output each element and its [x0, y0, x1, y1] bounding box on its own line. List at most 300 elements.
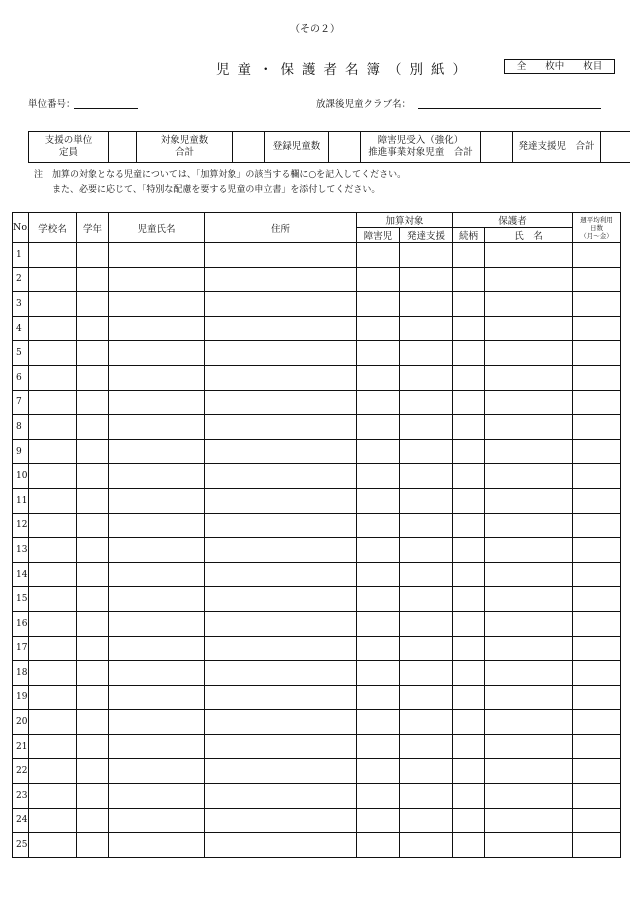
cell-grade[interactable]: [77, 243, 109, 268]
cell-dev-support[interactable]: [400, 390, 453, 415]
cell-school[interactable]: [29, 784, 77, 809]
cell-address[interactable]: [205, 513, 357, 538]
cell-dev-support[interactable]: [400, 562, 453, 587]
table-row: [13, 734, 621, 759]
cell-address[interactable]: [205, 488, 357, 513]
cell-dev-support[interactable]: [400, 636, 453, 661]
col-guardian-name: 氏 名: [485, 228, 573, 243]
cell-child-name[interactable]: [109, 611, 205, 636]
cell-grade[interactable]: [77, 562, 109, 587]
cell-guardian-name[interactable]: [485, 611, 573, 636]
cell-relation[interactable]: [453, 784, 485, 809]
row-number: 24: [13, 808, 29, 833]
table-row: [13, 710, 621, 735]
cell-address[interactable]: [205, 538, 357, 563]
cell-grade[interactable]: [77, 513, 109, 538]
table-row: [13, 267, 621, 292]
cell-child-name[interactable]: [109, 808, 205, 833]
cell-address[interactable]: [205, 710, 357, 735]
cell-dev-support[interactable]: [400, 316, 453, 341]
cell-guardian-name[interactable]: [485, 587, 573, 612]
cell-address[interactable]: [205, 439, 357, 464]
cell-school[interactable]: [29, 488, 77, 513]
cell-guardian-name[interactable]: [485, 439, 573, 464]
unit-number-label: 単位番号：: [28, 99, 76, 110]
cell-grade[interactable]: [77, 587, 109, 612]
cell-guardian-name[interactable]: [485, 390, 573, 415]
cell-relation[interactable]: [453, 538, 485, 563]
registered-label: 登録児童数: [265, 132, 329, 163]
cell-grade[interactable]: [77, 734, 109, 759]
cell-guardian-name[interactable]: [485, 784, 573, 809]
table-row: [13, 415, 621, 440]
support-unit-label: 支援の単位 定員: [29, 132, 109, 163]
cell-guardian-name[interactable]: [485, 562, 573, 587]
cell-dev-support[interactable]: [400, 784, 453, 809]
cell-school[interactable]: [29, 685, 77, 710]
cell-dev-support[interactable]: [400, 685, 453, 710]
cell-guardian-name[interactable]: [485, 365, 573, 390]
cell-disabled[interactable]: [357, 439, 400, 464]
cell-child-name[interactable]: [109, 784, 205, 809]
cell-guardian-name[interactable]: [485, 488, 573, 513]
cell-guardian-name[interactable]: [485, 513, 573, 538]
table-row: [13, 636, 621, 661]
cell-grade[interactable]: [77, 833, 109, 858]
cell-dev-support[interactable]: [400, 243, 453, 268]
cell-school[interactable]: [29, 538, 77, 563]
col-relation: 続柄: [453, 228, 485, 243]
developmental-value[interactable]: [601, 132, 630, 163]
cell-school[interactable]: [29, 636, 77, 661]
cell-grade[interactable]: [77, 685, 109, 710]
cell-relation[interactable]: [453, 267, 485, 292]
cell-relation[interactable]: [453, 341, 485, 366]
cell-weekly-days[interactable]: [573, 267, 621, 292]
row-number: 20: [13, 710, 29, 735]
summary-table: [28, 131, 630, 163]
cell-dev-support[interactable]: [400, 587, 453, 612]
cell-relation[interactable]: [453, 833, 485, 858]
cell-school[interactable]: [29, 292, 77, 317]
cell-disabled[interactable]: [357, 636, 400, 661]
cell-grade[interactable]: [77, 488, 109, 513]
cell-dev-support[interactable]: [400, 808, 453, 833]
col-disabled: 障害児: [357, 228, 400, 243]
cell-weekly-days[interactable]: [573, 611, 621, 636]
row-number: 11: [13, 488, 29, 513]
cell-weekly-days[interactable]: [573, 341, 621, 366]
cell-child-name[interactable]: [109, 341, 205, 366]
row-number: 10: [13, 464, 29, 489]
cell-relation[interactable]: [453, 316, 485, 341]
table-row: [13, 611, 621, 636]
table-row: [13, 808, 621, 833]
col-addition-target: 加算対象: [357, 213, 453, 228]
cell-relation[interactable]: [453, 415, 485, 440]
cell-child-name[interactable]: [109, 439, 205, 464]
unit-number-field[interactable]: [74, 108, 138, 109]
club-name-field[interactable]: [418, 108, 601, 109]
cell-address[interactable]: [205, 562, 357, 587]
cell-disabled[interactable]: [357, 415, 400, 440]
cell-relation[interactable]: [453, 243, 485, 268]
cell-grade[interactable]: [77, 759, 109, 784]
cell-school[interactable]: [29, 390, 77, 415]
target-total-value[interactable]: [233, 132, 265, 163]
cell-child-name[interactable]: [109, 267, 205, 292]
cell-school[interactable]: [29, 243, 77, 268]
row-number: 15: [13, 587, 29, 612]
cell-disabled[interactable]: [357, 710, 400, 735]
cell-child-name[interactable]: [109, 513, 205, 538]
cell-school[interactable]: [29, 661, 77, 686]
cell-child-name[interactable]: [109, 833, 205, 858]
cell-relation[interactable]: [453, 390, 485, 415]
cell-address[interactable]: [205, 390, 357, 415]
cell-dev-support[interactable]: [400, 833, 453, 858]
cell-relation[interactable]: [453, 661, 485, 686]
row-number: 9: [13, 439, 29, 464]
cell-disabled[interactable]: [357, 488, 400, 513]
cell-guardian-name[interactable]: [485, 341, 573, 366]
target-total-label: 対象児童数 合計: [137, 132, 233, 163]
table-row: [13, 685, 621, 710]
cell-address[interactable]: [205, 808, 357, 833]
cell-dev-support[interactable]: [400, 538, 453, 563]
row-number: 8: [13, 415, 29, 440]
cell-dev-support[interactable]: [400, 365, 453, 390]
cell-guardian-name[interactable]: [485, 243, 573, 268]
row-number: 1: [13, 243, 29, 268]
cell-child-name[interactable]: [109, 759, 205, 784]
cell-dev-support[interactable]: [400, 734, 453, 759]
cell-dev-support[interactable]: [400, 661, 453, 686]
cell-relation[interactable]: [453, 562, 485, 587]
cell-school[interactable]: [29, 439, 77, 464]
row-number: 13: [13, 538, 29, 563]
cell-disabled[interactable]: [357, 464, 400, 489]
cell-address[interactable]: [205, 636, 357, 661]
row-number: 19: [13, 685, 29, 710]
row-number: 12: [13, 513, 29, 538]
cell-disabled[interactable]: [357, 243, 400, 268]
cell-school[interactable]: [29, 341, 77, 366]
cell-school[interactable]: [29, 365, 77, 390]
cell-relation[interactable]: [453, 611, 485, 636]
cell-weekly-days[interactable]: [573, 833, 621, 858]
developmental-label: 発達支援児 合計: [513, 132, 601, 163]
cell-grade[interactable]: [77, 439, 109, 464]
cell-weekly-days[interactable]: [573, 759, 621, 784]
cell-weekly-days[interactable]: [573, 292, 621, 317]
row-number: 4: [13, 316, 29, 341]
cell-disabled[interactable]: [357, 538, 400, 563]
table-row: [13, 661, 621, 686]
cell-guardian-name[interactable]: [485, 833, 573, 858]
cell-relation[interactable]: [453, 710, 485, 735]
table-row: [13, 587, 621, 612]
cell-school[interactable]: [29, 710, 77, 735]
cell-grade[interactable]: [77, 365, 109, 390]
cell-weekly-days[interactable]: [573, 562, 621, 587]
cell-grade[interactable]: [77, 611, 109, 636]
cell-dev-support[interactable]: [400, 415, 453, 440]
cell-grade[interactable]: [77, 661, 109, 686]
col-guardian: 保護者: [453, 213, 573, 228]
cell-grade[interactable]: [77, 464, 109, 489]
cell-weekly-days[interactable]: [573, 784, 621, 809]
cell-address[interactable]: [205, 316, 357, 341]
row-number: 23: [13, 784, 29, 809]
cell-guardian-name[interactable]: [485, 636, 573, 661]
cell-address[interactable]: [205, 464, 357, 489]
cell-relation[interactable]: [453, 488, 485, 513]
table-row: [13, 833, 621, 858]
row-number: 25: [13, 833, 29, 858]
cell-address[interactable]: [205, 365, 357, 390]
col-grade: 学年: [77, 213, 109, 243]
cell-grade[interactable]: [77, 808, 109, 833]
cell-grade[interactable]: [77, 316, 109, 341]
table-row: [13, 464, 621, 489]
cell-relation[interactable]: [453, 292, 485, 317]
cell-relation[interactable]: [453, 513, 485, 538]
cell-child-name[interactable]: [109, 292, 205, 317]
cell-weekly-days[interactable]: [573, 390, 621, 415]
cell-dev-support[interactable]: [400, 759, 453, 784]
cell-grade[interactable]: [77, 636, 109, 661]
cell-address[interactable]: [205, 685, 357, 710]
cell-school[interactable]: [29, 833, 77, 858]
cell-child-name[interactable]: [109, 661, 205, 686]
cell-guardian-name[interactable]: [485, 661, 573, 686]
cell-disabled[interactable]: [357, 685, 400, 710]
cell-child-name[interactable]: [109, 488, 205, 513]
cell-disabled[interactable]: [357, 661, 400, 686]
cell-disabled[interactable]: [357, 734, 400, 759]
cell-address[interactable]: [205, 784, 357, 809]
cell-disabled[interactable]: [357, 316, 400, 341]
cell-guardian-name[interactable]: [485, 759, 573, 784]
table-row: [13, 488, 621, 513]
row-number: 2: [13, 267, 29, 292]
cell-weekly-days[interactable]: [573, 587, 621, 612]
cell-address[interactable]: [205, 734, 357, 759]
cell-weekly-days[interactable]: [573, 243, 621, 268]
row-number: 3: [13, 292, 29, 317]
roster-table: [12, 212, 621, 858]
cell-child-name[interactable]: [109, 562, 205, 587]
cell-relation[interactable]: [453, 587, 485, 612]
cell-school[interactable]: [29, 562, 77, 587]
cell-school[interactable]: [29, 267, 77, 292]
cell-grade[interactable]: [77, 784, 109, 809]
cell-weekly-days[interactable]: [573, 685, 621, 710]
cell-guardian-name[interactable]: [485, 316, 573, 341]
cell-relation[interactable]: [453, 759, 485, 784]
cell-guardian-name[interactable]: [485, 267, 573, 292]
cell-weekly-days[interactable]: [573, 464, 621, 489]
cell-address[interactable]: [205, 661, 357, 686]
cell-weekly-days[interactable]: [573, 365, 621, 390]
row-number: 22: [13, 759, 29, 784]
cell-weekly-days[interactable]: [573, 316, 621, 341]
note-line-1: 注 加算の対象となる児童については、「加算対象」の該当する欄に○を記入してください。: [34, 170, 407, 180]
cell-school[interactable]: [29, 464, 77, 489]
table-row: [13, 316, 621, 341]
cell-address[interactable]: [205, 759, 357, 784]
cell-disabled[interactable]: [357, 390, 400, 415]
row-number: 17: [13, 636, 29, 661]
support-unit-value[interactable]: [109, 132, 137, 163]
cell-relation[interactable]: [453, 685, 485, 710]
cell-weekly-days[interactable]: [573, 636, 621, 661]
cell-disabled[interactable]: [357, 611, 400, 636]
cell-weekly-days[interactable]: [573, 661, 621, 686]
table-row: [13, 513, 621, 538]
cell-child-name[interactable]: [109, 243, 205, 268]
cell-child-name[interactable]: [109, 365, 205, 390]
cell-guardian-name[interactable]: [485, 464, 573, 489]
cell-address[interactable]: [205, 341, 357, 366]
cell-guardian-name[interactable]: [485, 710, 573, 735]
cell-relation[interactable]: [453, 464, 485, 489]
cell-disabled[interactable]: [357, 365, 400, 390]
cell-child-name[interactable]: [109, 685, 205, 710]
cell-grade[interactable]: [77, 390, 109, 415]
cell-school[interactable]: [29, 415, 77, 440]
row-number: 18: [13, 661, 29, 686]
cell-address[interactable]: [205, 292, 357, 317]
cell-guardian-name[interactable]: [485, 734, 573, 759]
cell-dev-support[interactable]: [400, 464, 453, 489]
cell-child-name[interactable]: [109, 464, 205, 489]
col-school: 学校名: [29, 213, 77, 243]
row-number: 5: [13, 341, 29, 366]
col-address: 住所: [205, 213, 357, 243]
cell-dev-support[interactable]: [400, 513, 453, 538]
cell-address[interactable]: [205, 415, 357, 440]
table-row: [13, 784, 621, 809]
col-child-name: 児童氏名: [109, 213, 205, 243]
cell-grade[interactable]: [77, 267, 109, 292]
cell-relation[interactable]: [453, 365, 485, 390]
cell-disabled[interactable]: [357, 341, 400, 366]
cell-relation[interactable]: [453, 808, 485, 833]
cell-address[interactable]: [205, 243, 357, 268]
cell-dev-support[interactable]: [400, 267, 453, 292]
cell-child-name[interactable]: [109, 710, 205, 735]
cell-grade[interactable]: [77, 292, 109, 317]
col-weekly-days: 週平均利用 日数 （月～金）: [573, 213, 621, 243]
cell-disabled[interactable]: [357, 292, 400, 317]
table-row: [13, 243, 621, 268]
registered-value[interactable]: [329, 132, 361, 163]
table-row: [13, 292, 621, 317]
note-line-2: また、必要に応じて、「特別な配慮を要する児童の申立書」を添付してください。: [52, 185, 381, 195]
cell-school[interactable]: [29, 611, 77, 636]
cell-weekly-days[interactable]: [573, 734, 621, 759]
table-row: [13, 390, 621, 415]
cell-relation[interactable]: [453, 439, 485, 464]
sheet-count-box: 全 枚中 枚目: [504, 59, 615, 74]
cell-disabled[interactable]: [357, 833, 400, 858]
disability-value[interactable]: [481, 132, 513, 163]
cell-relation[interactable]: [453, 734, 485, 759]
cell-disabled[interactable]: [357, 784, 400, 809]
disability-label: 障害児受入（強化） 推進事業対象児童 合計: [361, 132, 481, 163]
cell-dev-support[interactable]: [400, 439, 453, 464]
cell-weekly-days[interactable]: [573, 439, 621, 464]
cell-school[interactable]: [29, 316, 77, 341]
cell-disabled[interactable]: [357, 759, 400, 784]
cell-disabled[interactable]: [357, 808, 400, 833]
cell-weekly-days[interactable]: [573, 513, 621, 538]
cell-grade[interactable]: [77, 538, 109, 563]
cell-disabled[interactable]: [357, 562, 400, 587]
cell-disabled[interactable]: [357, 587, 400, 612]
cell-dev-support[interactable]: [400, 292, 453, 317]
cell-disabled[interactable]: [357, 267, 400, 292]
cell-address[interactable]: [205, 587, 357, 612]
cell-weekly-days[interactable]: [573, 808, 621, 833]
table-row: [13, 365, 621, 390]
table-row: [13, 759, 621, 784]
cell-guardian-name[interactable]: [485, 808, 573, 833]
subtitle: （その２）: [290, 24, 340, 35]
cell-disabled[interactable]: [357, 513, 400, 538]
cell-grade[interactable]: [77, 710, 109, 735]
row-number: 21: [13, 734, 29, 759]
cell-address[interactable]: [205, 267, 357, 292]
cell-address[interactable]: [205, 611, 357, 636]
cell-dev-support[interactable]: [400, 710, 453, 735]
cell-child-name[interactable]: [109, 538, 205, 563]
cell-school[interactable]: [29, 808, 77, 833]
cell-guardian-name[interactable]: [485, 415, 573, 440]
cell-grade[interactable]: [77, 415, 109, 440]
cell-dev-support[interactable]: [400, 611, 453, 636]
cell-child-name[interactable]: [109, 734, 205, 759]
table-row: [13, 439, 621, 464]
row-number: 16: [13, 611, 29, 636]
cell-child-name[interactable]: [109, 587, 205, 612]
row-number: 6: [13, 365, 29, 390]
cell-weekly-days[interactable]: [573, 488, 621, 513]
cell-child-name[interactable]: [109, 316, 205, 341]
cell-weekly-days[interactable]: [573, 710, 621, 735]
cell-guardian-name[interactable]: [485, 538, 573, 563]
cell-weekly-days[interactable]: [573, 415, 621, 440]
cell-grade[interactable]: [77, 341, 109, 366]
cell-relation[interactable]: [453, 636, 485, 661]
cell-address[interactable]: [205, 833, 357, 858]
row-number: 14: [13, 562, 29, 587]
cell-dev-support[interactable]: [400, 488, 453, 513]
cell-child-name[interactable]: [109, 390, 205, 415]
cell-dev-support[interactable]: [400, 341, 453, 366]
cell-school[interactable]: [29, 734, 77, 759]
cell-weekly-days[interactable]: [573, 538, 621, 563]
cell-child-name[interactable]: [109, 636, 205, 661]
cell-school[interactable]: [29, 587, 77, 612]
cell-child-name[interactable]: [109, 415, 205, 440]
cell-guardian-name[interactable]: [485, 685, 573, 710]
cell-school[interactable]: [29, 513, 77, 538]
cell-guardian-name[interactable]: [485, 292, 573, 317]
cell-school[interactable]: [29, 759, 77, 784]
